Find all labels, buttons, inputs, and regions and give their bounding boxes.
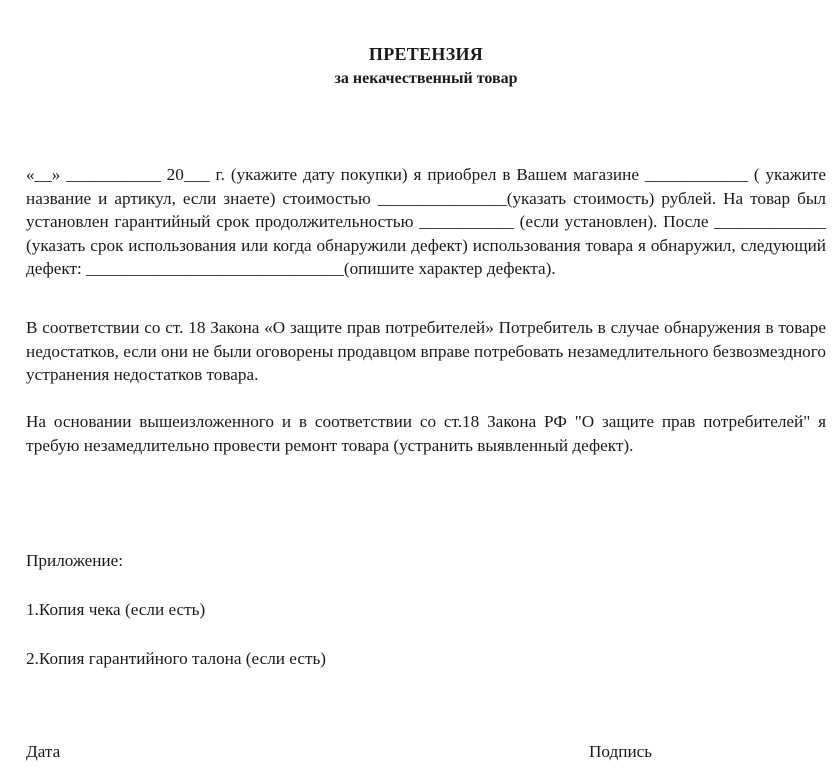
paragraph-purchase-details: «__» ___________ 20___ г. (укажите дату покупки) я приобрел в Вашем магазине ____________ ( укажите название и артикул, если знаете) стоимостью _______________(указать стоимость) рублей. На товар был установлен гарантийный срок продолжительностью ___________ (если установлен). После _____________ (указать срок использования или когда обнаружили дефект) использования товара я обнаружил, следующий дефект: ______________________________(опишите характер дефекта). xyxy=(26,165,826,278)
attachments-label: Приложение: xyxy=(26,551,124,570)
document-subtitle: за некачественный товар xyxy=(334,70,518,87)
attachment-item-warranty: 2.Копия гарантийного талона (если есть) xyxy=(26,649,327,668)
attachment-item-receipt: 1.Копия чека (если есть) xyxy=(26,600,206,619)
signature-label: Подпись xyxy=(589,742,653,761)
paragraph-law-reference: В соответствии со ст. 18 Закона «О защите прав потребителей» Потребитель в случае обнаружения в товаре недостатков, если они не были оговорены продавцом вправе потребовать незамедлительного безвозмездного устранения недостатков товара. xyxy=(26,318,826,384)
date-label: Дата xyxy=(26,742,61,761)
document-title: ПРЕТЕНЗИЯ xyxy=(368,44,484,64)
paragraph-demand: На основании вышеизложенного и в соответствии со ст.18 Закона РФ "О защите прав потребителей" я требую незамедлительно провести ремонт товара (устранить выявленный дефект). xyxy=(26,412,826,455)
